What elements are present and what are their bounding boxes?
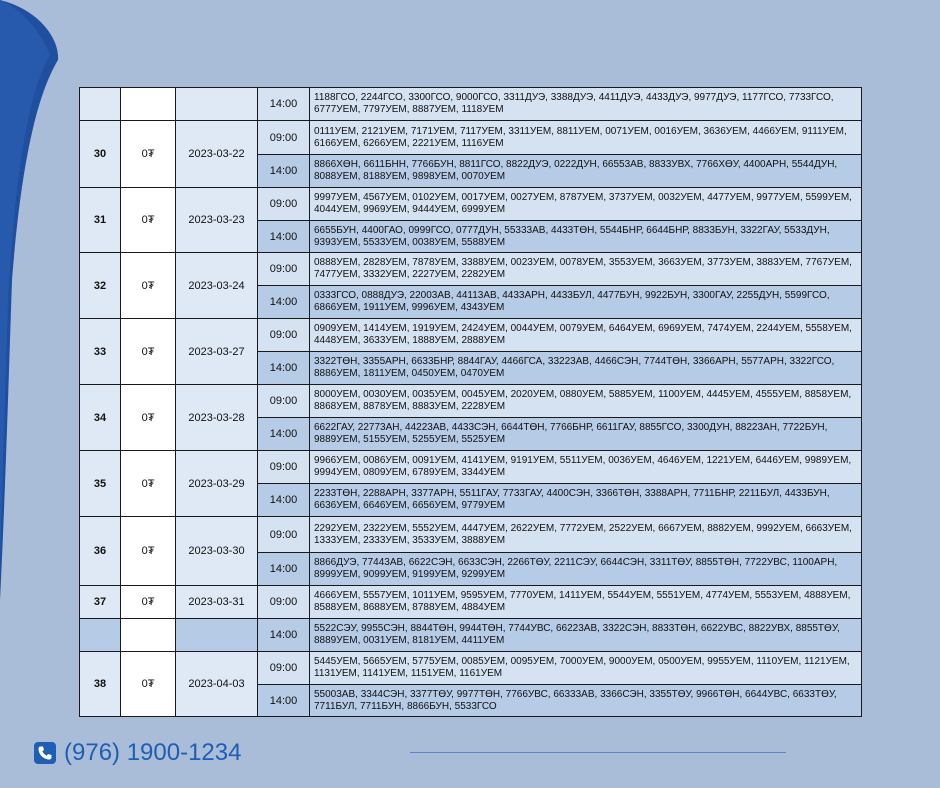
date-cell: 2023-03-29	[176, 451, 258, 517]
number-cell: 31	[80, 188, 121, 253]
plates-cell: 8866ДУЭ, 77443АВ, 6622СЭН, 6633СЭН, 2266ТӨУ, 2211СЭУ, 6644СЭН, 3311ТӨУ, 8855ТӨН, 7722УВС, 1100АРН, 8999УЕМ, 9099УЕМ, 9199УЕМ, 9299УЕМ	[310, 553, 862, 586]
table-row	[80, 88, 862, 121]
plates-cell: 6622ГАУ, 22773АН, 44223АВ, 4433СЭН, 6644ТӨН, 7766БНР, 6611ГАУ, 8855ГСО, 3300ДУН, 88223АН, 7722БУН, 9889УЕМ, 5155УЕМ, 5255УЕМ, 5525УЕМ	[310, 418, 862, 451]
price-cell: 0₮	[121, 319, 176, 385]
plates-cell: 5522СЭУ, 9955СЭН, 8844ТӨН, 9944ТӨН, 7744УВС, 66223АВ, 3322СЭН, 8833ТӨН, 6622УВС, 8822УВХ, 8855ТӨУ, 8889УЕМ, 0031УЕМ, 8181УЕМ, 4411УЕМ	[310, 619, 862, 652]
time-cell: 14:00	[258, 484, 310, 517]
table-row	[80, 188, 862, 221]
time-cell: 14:00	[258, 553, 310, 586]
price-cell: 0₮	[121, 385, 176, 451]
time-cell: 14:00	[258, 619, 310, 652]
plates-cell: 8866ХӨН, 6611БНН, 7766БУН, 8811ГСО, 8822ДУЭ, 0222ДУН, 66553АВ, 8833УВХ, 7766ХӨУ, 4400АРН, 5544ДУН, 8088УЕМ, 8188УЕМ, 9898УЕМ, 0070УЕМ	[310, 155, 862, 188]
time-cell: 09:00	[258, 517, 310, 553]
phone-number: (976) 1900-1234	[64, 739, 242, 766]
plates-cell: 5445УЕМ, 5665УЕМ, 5775УЕМ, 0085УЕМ, 0095УЕМ, 7000УЕМ, 9000УЕМ, 0500УЕМ, 9955УЕМ, 1110УЕМ, 1121УЕМ, 1131УЕМ, 1141УЕМ, 1151УЕМ, 1161УЕМ	[310, 652, 862, 685]
number-cell: 38	[80, 652, 121, 717]
price-cell: 0₮	[121, 121, 176, 188]
price-cell: 0₮	[121, 517, 176, 586]
time-cell: 14:00	[258, 352, 310, 385]
price-cell: 0₮	[121, 586, 176, 619]
date-cell: 2023-04-03	[176, 652, 258, 717]
plates-cell: 6655БУН, 4400ГАО, 0999ГСО, 0777ДУН, 55333АВ, 4433ТӨН, 5544БНР, 6644БНР, 8833БУН, 3322ГАУ, 5533ДУН, 9393УЕМ, 5533УЕМ, 0038УЕМ, 5588УЕМ	[310, 221, 862, 253]
table-row	[80, 253, 862, 286]
plates-cell: 2292УЕМ, 2322УЕМ, 5552УЕМ, 4447УЕМ, 2622УЕМ, 7772УЕМ, 2522УЕМ, 6667УЕМ, 8882УЕМ, 9992УЕМ, 6663УЕМ, 1333УЕМ, 2333УЕМ, 3533УЕМ, 3888УЕМ	[310, 517, 862, 553]
number-cell: 36	[80, 517, 121, 586]
table-row	[80, 517, 862, 553]
date-cell	[176, 88, 258, 121]
divider-line	[410, 752, 786, 753]
time-cell: 09:00	[258, 586, 310, 619]
time-cell: 09:00	[258, 652, 310, 685]
table-row	[80, 652, 862, 685]
plates-cell: 1188ГСО, 2244ГСО, 3300ГСО, 9000ГСО, 3311ДУЭ, 3388ДУЭ, 4411ДУЭ, 4433ДУЭ, 9977ДУЭ, 1177ГСО, 7733ГСО, 6777УЕМ, 7797УЕМ, 8887УЕМ, 1118УЕМ	[310, 88, 862, 121]
price-cell: 0₮	[121, 253, 176, 319]
time-cell: 14:00	[258, 286, 310, 319]
table-row	[80, 319, 862, 352]
date-cell: 2023-03-24	[176, 253, 258, 319]
contact-phone[interactable]	[34, 738, 241, 768]
time-cell: 09:00	[258, 253, 310, 286]
number-cell: 32	[80, 253, 121, 319]
time-cell: 09:00	[258, 188, 310, 221]
plates-cell: 0909УЕМ, 1414УЕМ, 1919УЕМ, 2424УЕМ, 0044УЕМ, 0079УЕМ, 6464УЕМ, 6969УЕМ, 7474УЕМ, 2244УЕМ, 5558УЕМ, 4448УЕМ, 3633УЕМ, 1888УЕМ, 2888УЕМ	[310, 319, 862, 352]
time-cell: 09:00	[258, 385, 310, 418]
date-cell	[176, 619, 258, 652]
time-cell: 14:00	[258, 88, 310, 121]
number-cell	[80, 619, 121, 652]
plates-cell: 0888УЕМ, 2828УЕМ, 7878УЕМ, 3388УЕМ, 0023УЕМ, 0078УЕМ, 3553УЕМ, 3663УЕМ, 3773УЕМ, 3883УЕМ, 7767УЕМ, 7477УЕМ, 3332УЕМ, 2227УЕМ, 2282УЕМ	[310, 253, 862, 286]
plates-cell: 0333ГСО, 0888ДУЭ, 22003АВ, 44113АВ, 4433АРН, 4433БУЛ, 4477БУН, 9922БУН, 3300ГАУ, 2255ДУН, 5599ГСО, 6866УЕМ, 1911УЕМ, 9996УЕМ, 4343УЕМ	[310, 286, 862, 319]
date-cell: 2023-03-27	[176, 319, 258, 385]
number-cell	[80, 88, 121, 121]
time-cell: 14:00	[258, 685, 310, 717]
plates-cell: 2233ТӨН, 2288АРН, 3377АРН, 5511ГАУ, 7733ГАУ, 4400СЭН, 3366ТӨН, 3388АРН, 7711БНР, 2211БУЛ, 4433БУН, 6636УЕМ, 6646УЕМ, 6656УЕМ, 9779УЕМ	[310, 484, 862, 517]
number-cell: 34	[80, 385, 121, 451]
number-cell: 33	[80, 319, 121, 385]
plates-cell: 8000УЕМ, 0030УЕМ, 0035УЕМ, 0045УЕМ, 2020УЕМ, 0880УЕМ, 5885УЕМ, 1100УЕМ, 4445УЕМ, 4555УЕМ, 8858УЕМ, 8868УЕМ, 8878УЕМ, 8883УЕМ, 2228УЕМ	[310, 385, 862, 418]
time-cell: 14:00	[258, 418, 310, 451]
table-row	[80, 121, 862, 155]
date-cell: 2023-03-28	[176, 385, 258, 451]
decorative-swoosh	[0, 0, 70, 788]
plates-cell: 0111УЕМ, 2121УЕМ, 7171УЕМ, 7117УЕМ, 3311УЕМ, 8811УЕМ, 0071УЕМ, 0016УЕМ, 3636УЕМ, 4466УЕМ, 9111УЕМ, 6166УЕМ, 6266УЕМ, 2221УЕМ, 1116УЕМ	[310, 121, 862, 155]
plates-cell: 9997УЕМ, 4567УЕМ, 0102УЕМ, 0017УЕМ, 0027УЕМ, 8787УЕМ, 3737УЕМ, 0032УЕМ, 4477УЕМ, 9977УЕМ, 5599УЕМ, 4044УЕМ, 9969УЕМ, 9444УЕМ, 6999УЕМ	[310, 188, 862, 221]
price-cell: 0₮	[121, 188, 176, 253]
phone-icon	[34, 742, 56, 764]
plates-cell: 55003АВ, 3344СЭН, 3377ТӨУ, 9977ТӨН, 7766УВС, 66333АВ, 3366СЭН, 3355ТӨУ, 9966ТӨН, 6644УВС, 6633ТӨУ, 7711БУЛ, 7711БУН, 8866БУН, 5533ГСО	[310, 685, 862, 717]
plates-cell: 4666УЕМ, 5557УЕМ, 1011УЕМ, 9595УЕМ, 7770УЕМ, 1411УЕМ, 5544УЕМ, 5551УЕМ, 4774УЕМ, 5553УЕМ, 4888УЕМ, 8588УЕМ, 8688УЕМ, 8788УЕМ, 4884УЕМ	[310, 586, 862, 619]
date-cell: 2023-03-31	[176, 586, 258, 619]
table-row	[80, 619, 862, 652]
date-cell: 2023-03-22	[176, 121, 258, 188]
plates-cell: 9966УЕМ, 0086УЕМ, 0091УЕМ, 4141УЕМ, 9191УЕМ, 5511УЕМ, 0036УЕМ, 4646УЕМ, 1221УЕМ, 6446УЕМ, 9989УЕМ, 9994УЕМ, 0809УЕМ, 6789УЕМ, 3344УЕМ	[310, 451, 862, 484]
price-cell	[121, 88, 176, 121]
price-cell	[121, 619, 176, 652]
time-cell: 09:00	[258, 319, 310, 352]
table-row	[80, 451, 862, 484]
table-row	[80, 385, 862, 418]
time-cell: 14:00	[258, 155, 310, 188]
plates-cell: 3322ТӨН, 3355АРН, 6633БНР, 8844ГАУ, 4466ГСА, 33223АВ, 4466СЭН, 7744ТӨН, 3366АРН, 5577АРН, 3322ГСО, 8886УЕМ, 1811УЕМ, 0450УЕМ, 0470УЕМ	[310, 352, 862, 385]
date-cell: 2023-03-30	[176, 517, 258, 586]
time-cell: 09:00	[258, 121, 310, 155]
plate-auction-table	[79, 87, 861, 717]
date-cell: 2023-03-23	[176, 188, 258, 253]
price-cell: 0₮	[121, 652, 176, 717]
time-cell: 09:00	[258, 451, 310, 484]
number-cell: 37	[80, 586, 121, 619]
number-cell: 30	[80, 121, 121, 188]
time-cell: 14:00	[258, 221, 310, 253]
number-cell: 35	[80, 451, 121, 517]
table-row	[80, 586, 862, 619]
price-cell: 0₮	[121, 451, 176, 517]
